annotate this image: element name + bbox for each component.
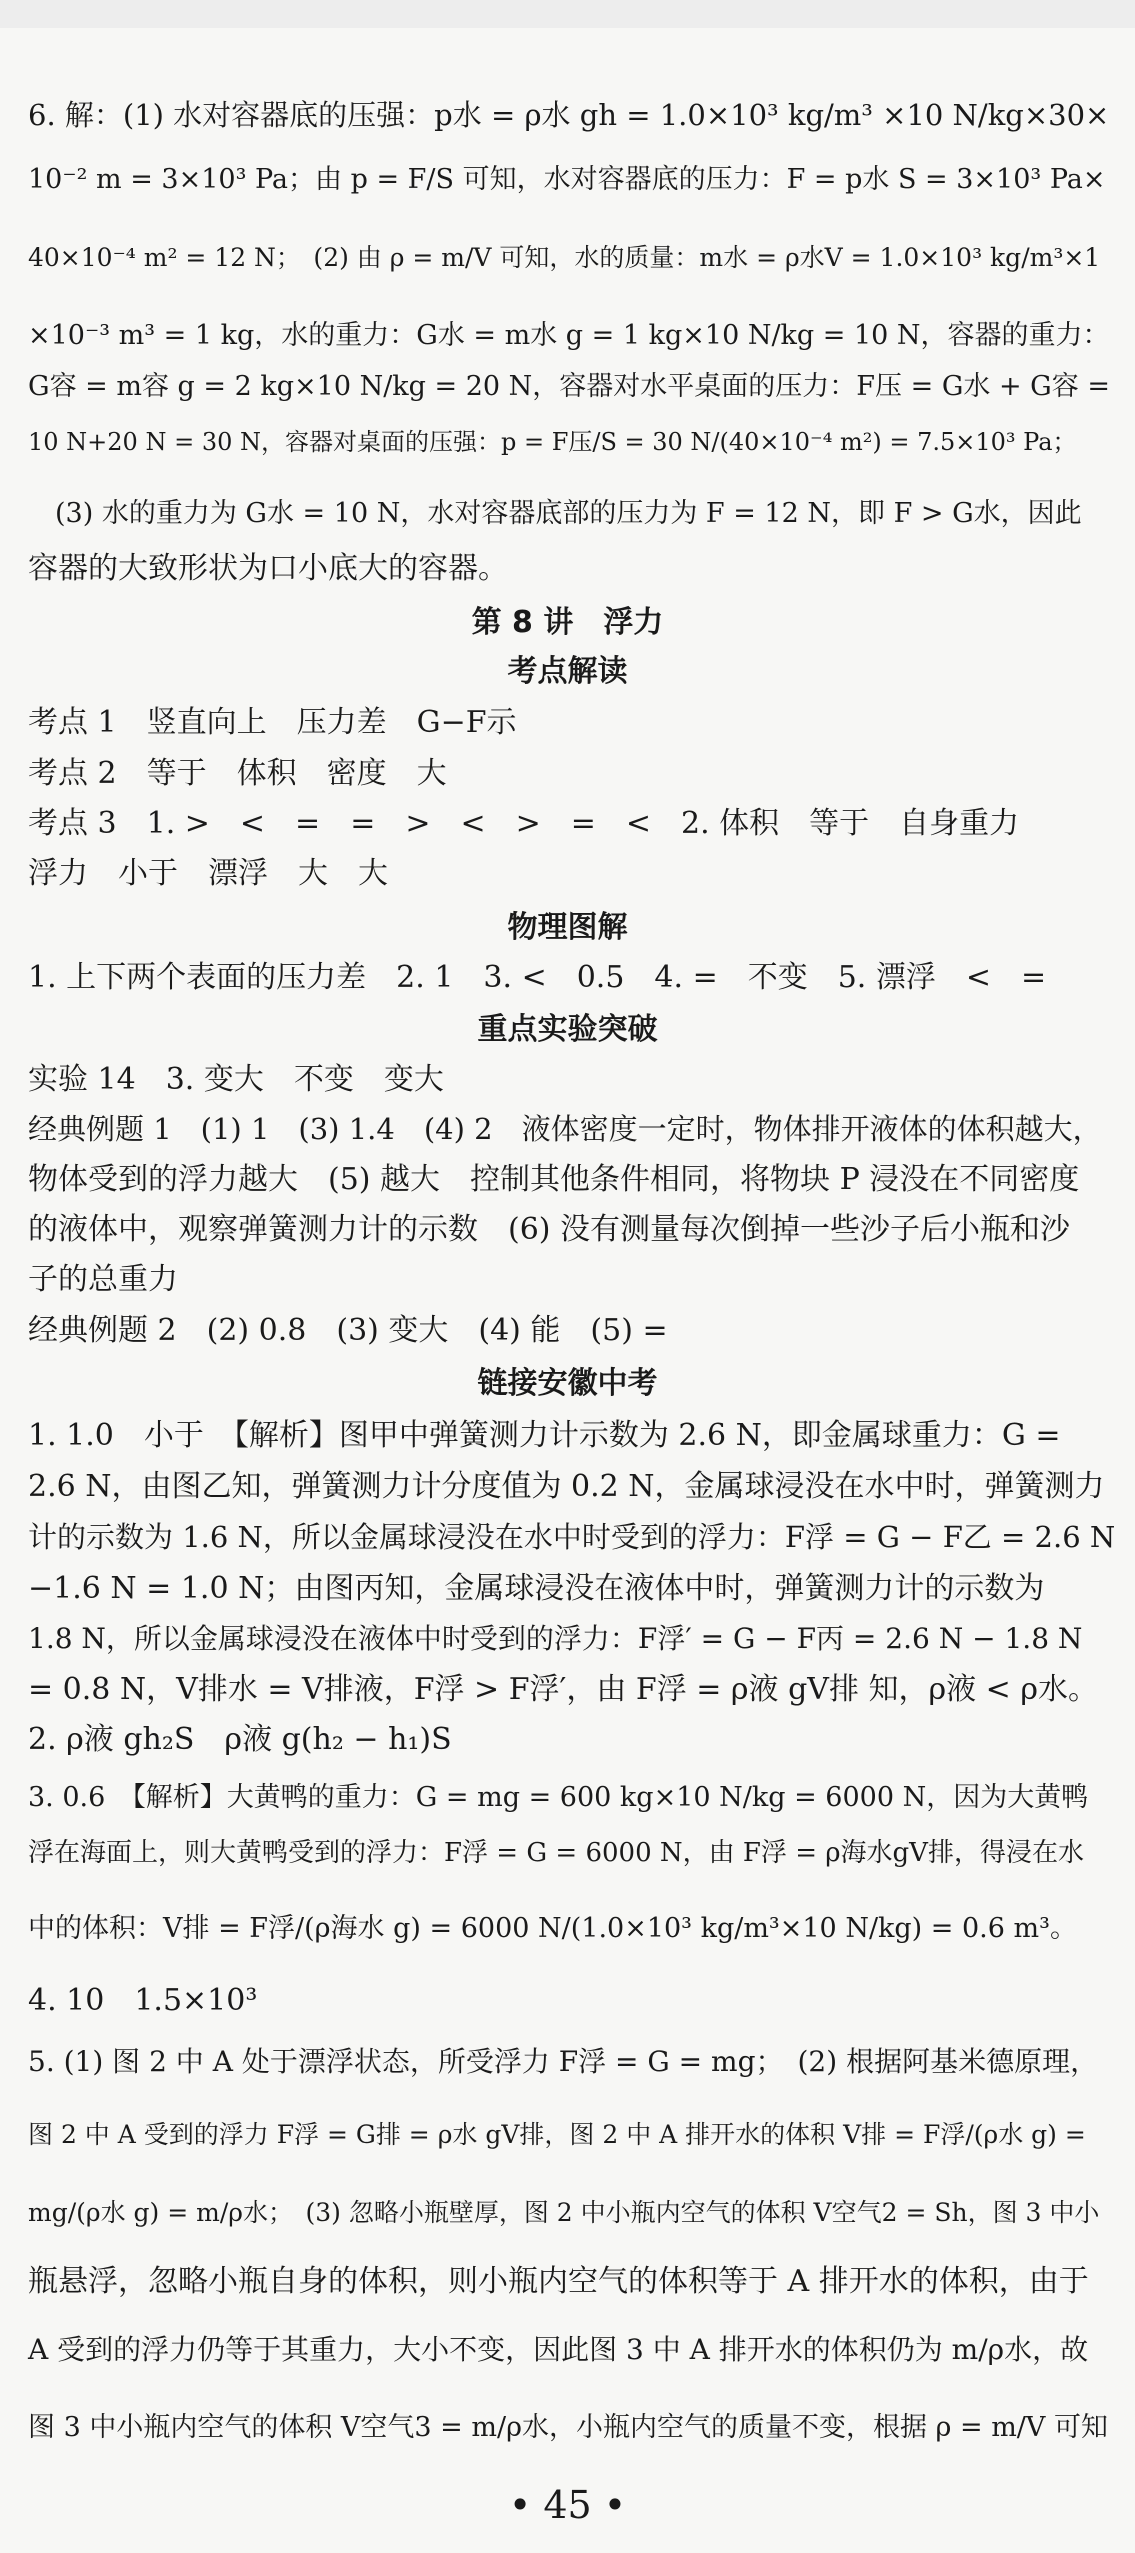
zk-5-line-6: 图 3 中小瓶内空气的体积 V空气3 = m/ρ水，小瓶内空气的质量不变，根据 ρ = m/V 可知	[28, 2412, 1108, 2443]
zk-1-line-1: 1. 1.0 小于 【解析】图甲中弹簧测力计示数为 2.6 N，即金属球重力：G =	[28, 1418, 1061, 1453]
zk-5-line-4: 瓶悬浮，忽略小瓶自身的体积，则小瓶内空气的体积等于 A 排开水的体积，由于	[28, 2264, 1089, 2299]
kaodian-3-cont: 浮力 小于 漂浮 大 大	[28, 856, 388, 891]
answer-6-line-1: 6. 解：(1) 水对容器底的压强：p水 = ρ水 gh = 1.0×10³ kg/m³ ×10 N/kg×30×	[28, 98, 1110, 132]
kaodian-3: 考点 3 1. > < = = > < > = < 2. 体积 等于 自身重力	[28, 806, 1020, 841]
zk-1-line-2: 2.6 N，由图乙知，弹簧测力计分度值为 0.2 N，金属球浸没在水中时，弹簧测力	[28, 1469, 1105, 1504]
shiyan-14: 实验 14 3. 变大 不变 变大	[28, 1062, 444, 1097]
example-1-line-4: 子的总重力	[28, 1262, 178, 1297]
example-1-line-1: 经典例题 1 (1) 1 (3) 1.4 (4) 2 液体密度一定时，物体排开液体的体积越大，	[28, 1112, 1102, 1146]
answer-6-line-3: 40×10⁻⁴ m² = 12 N； (2) 由 ρ = m/V 可知，水的质量：m水 = ρ水V = 1.0×10³ kg/m³×1	[28, 243, 1101, 272]
zk-2: 2. ρ液 gh₂S ρ液 g(h₂ − h₁)S	[28, 1722, 452, 1757]
zk-1-line-6: = 0.8 N，V排水 = V排液，F浮 > F浮′，由 F浮 = ρ液 gV排 知，ρ液 < ρ水。	[28, 1672, 1098, 1707]
zk-5-line-3: mg/(ρ水 g) = m/ρ水； (3) 忽略小瓶壁厚，图 2 中小瓶内空气的体积 V空气2 = Sh，图 3 中小	[28, 2198, 1100, 2227]
section-heading-zhongkao: 链接安徽中考	[477, 1366, 658, 1401]
example-1-line-3: 的液体中，观察弹簧测力计的示数 (6) 没有测量每次倒掉一些沙子后小瓶和沙	[28, 1212, 1071, 1247]
section-heading-tujie: 物理图解	[507, 910, 628, 945]
answer-6-line-2: 10⁻² m = 3×10³ Pa；由 p = F/S 可知，水对容器底的压力：F = p水 S = 3×10³ Pa×	[28, 164, 1106, 195]
zk-1-line-3: 计的示数为 1.6 N，所以金属球浸没在水中时受到的浮力：F浮 = G − F乙 = 2.6 N	[28, 1520, 1116, 1554]
zk-1-line-4: −1.6 N = 1.0 N；由图丙知，金属球浸没在液体中时，弹簧测力计的示数为	[28, 1571, 1045, 1606]
zk-5-line-1: 5. (1) 图 2 中 A 处于漂浮状态，所受浮力 F浮 = G = mg； (2) 根据阿基米德原理，	[28, 2045, 1099, 2078]
answer-6-line-4: ×10⁻³ m³ = 1 kg，水的重力：G水 = m水 g = 1 kg×10 N/kg = 10 N，容器的重力：	[28, 320, 1110, 351]
tujie-answers: 1. 上下两个表面的压力差 2. 1 3. < 0.5 4. = 不变 5. 漂浮 < =	[28, 960, 1047, 995]
example-2: 经典例题 2 (2) 0.8 (3) 变大 (4) 能 (5) =	[28, 1313, 668, 1348]
example-1-line-2: 物体受到的浮力越大 (5) 越大 控制其他条件相同，将物块 P 浸没在不同密度	[28, 1162, 1080, 1197]
answer-6-line-7: (3) 水的重力为 G水 = 10 N，水对容器底部的压力为 F = 12 N，即 F > G水，因此	[28, 498, 1082, 529]
zk-3-line-2: 浮在海面上，则大黄鸭受到的浮力：F浮 = G = 6000 N，由 F浮 = ρ海水gV排，得浸在水	[28, 1838, 1084, 1868]
section-heading-shiyan: 重点实验突破	[477, 1012, 658, 1047]
zk-1-line-5: 1.8 N，所以金属球浸没在液体中时受到的浮力：F浮′ = G − F丙 = 2.6 N − 1.8 N	[28, 1622, 1083, 1655]
page-number: • 45 •	[508, 2483, 627, 2527]
zk-5-line-2: 图 2 中 A 受到的浮力 F浮 = G排 = ρ水 gV排，图 2 中 A 排开水的体积 V排 = F浮/(ρ水 g) =	[28, 2120, 1086, 2149]
zk-4: 4. 10 1.5×10³	[28, 1983, 258, 2018]
top-band	[0, 0, 1135, 28]
answer-6-line-8: 容器的大致形状为口小底大的容器。	[28, 551, 508, 586]
kaodian-2: 考点 2 等于 体积 密度 大	[28, 756, 447, 791]
lecture-title: 第 8 讲 浮力	[471, 605, 664, 640]
kaodian-1: 考点 1 竖直向上 压力差 G−F示	[28, 705, 517, 740]
answer-6-line-5: G容 = m容 g = 2 kg×10 N/kg = 20 N，容器对水平桌面的压力：F压 = G水 + G容 =	[28, 371, 1110, 402]
zk-3-line-3: 中的体积：V排 = F浮/(ρ海水 g) = 6000 N/(1.0×10³ kg/m³×10 N/kg) = 0.6 m³。	[28, 1913, 1077, 1944]
section-heading-kaodian: 考点解读	[507, 654, 628, 689]
zk-5-line-5: A 受到的浮力仍等于其重力，大小不变，因此图 3 中 A 排开水的体积仍为 m/ρ水，故	[28, 2333, 1089, 2366]
zk-3-line-1: 3. 0.6 【解析】大黄鸭的重力：G = mg = 600 kg×10 N/kg = 6000 N，因为大黄鸭	[28, 1782, 1089, 1813]
answer-6-line-6: 10 N+20 N = 30 N，容器对桌面的压强：p = F压/S = 30 N/(40×10⁻⁴ m²) = 7.5×10³ Pa；	[28, 428, 1077, 456]
